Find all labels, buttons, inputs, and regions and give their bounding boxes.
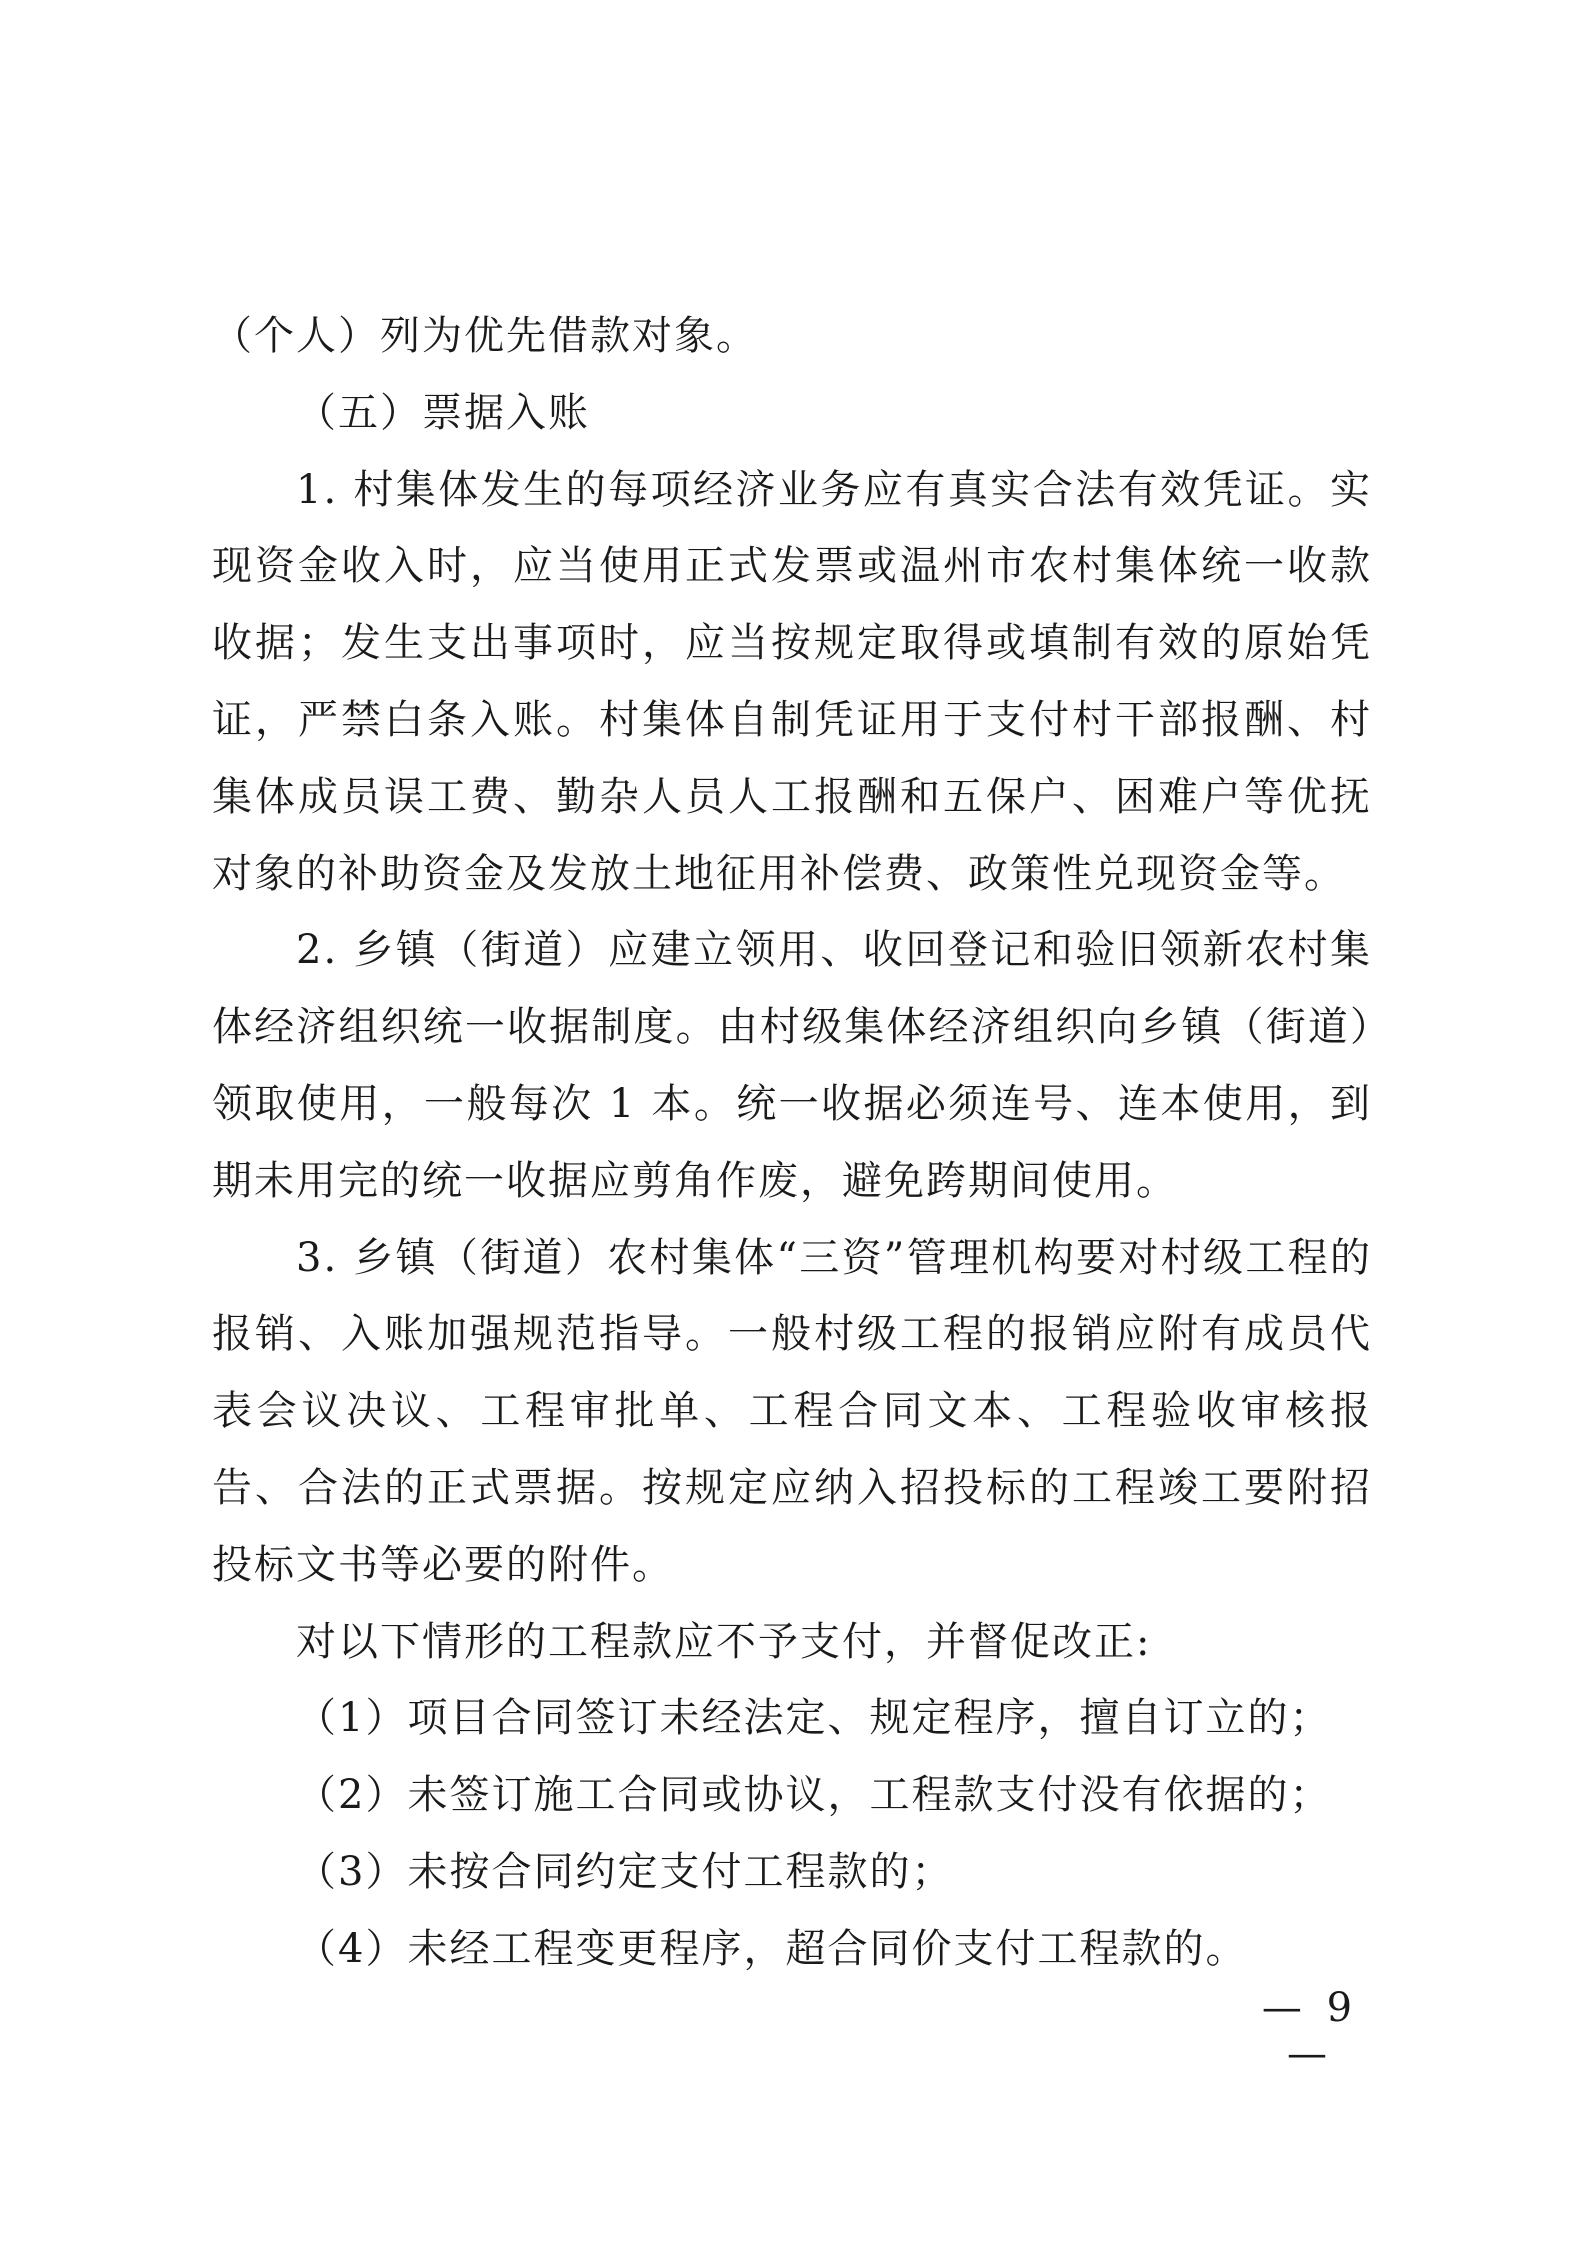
paragraph-item-3: 3. 乡镇（街道）农村集体“三资”管理机构要对村级工程的报销、入账加强规范指导。一般村级工程的报销应附有成员代表会议决议、工程审批单、工程合同文本、工程验收审核报告、合法的正式票据。按规定应纳入招投标的工程竣工要附招投标文书等必要的附件。 <box>212 1234 1372 1588</box>
section-heading: （五）票据入账 <box>296 389 590 436</box>
paragraph-intro: 对以下情形的工程款应不予支付，并督促改正: <box>296 1618 1152 1665</box>
page-number: — 9 — <box>1261 1985 1359 2077</box>
paragraph-continuation: （个人）列为优先借款对象。 <box>212 313 758 359</box>
list-item: （2）未签订施工合同或协议，工程款支付没有依据的； <box>296 1772 1332 1819</box>
document-body <box>212 298 1372 1988</box>
list-item: （4）未经工程变更程序，超合同价支付工程款的。 <box>296 1925 1248 1972</box>
paragraph-item-1: 1. 村集体发生的每项经济业务应有真实合法有效凭证。实现资金收入时，应当使用正式发票或温州市农村集体统一收款收据；发生支出事项时，应当按规定取得或填制有效的原始凭证，严禁白条入账。村集体自制凭证用于支付村干部报酬、村集体成员误工费、勤杂人员人工报酬和五保户、困难户等优抚对象的补助资金及发放土地征用补偿费、政策性兑现资金等。 <box>212 466 1372 897</box>
list-item: （3）未按合同约定支付工程款的； <box>296 1848 954 1895</box>
list-item: （1）项目合同签订未经法定、规定程序，擅自订立的； <box>296 1695 1332 1742</box>
paragraph-item-2: 2. 乡镇（街道）应建立领用、收回登记和验旧领新农村集体经济组织统一收据制度。由村级集体经济组织向乡镇（街道）领取使用，一般每次 1 本。统一收据必须连号、连本使用，到期未用完的统一收据应剪角作废，避免跨期间使用。 <box>212 927 1372 1204</box>
